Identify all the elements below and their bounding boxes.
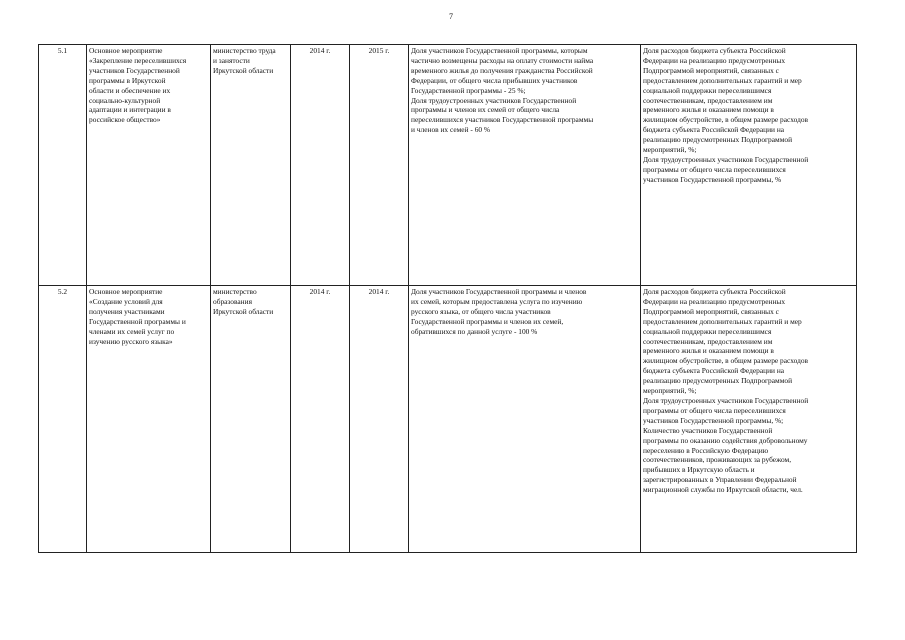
cell-text: временного жилья до получения гражданства Российской [411,65,593,75]
cell-text: Государственной программы и членов их семей, [411,316,564,326]
cell-text: прибывших в Иркутскую область и [643,465,755,475]
cell-text: переселившихся участников Государственной программы [411,115,594,125]
expected-result-cell [409,286,641,553]
cell-text: обратившихся по данной услуге - 100 % [411,326,538,336]
cell-text: Доля участников Государственной программы, которым [411,46,588,55]
cell-text: русского языка, от общего числа участников [411,306,551,316]
cell-text: предоставлением дополнительных гарантий и мер [643,75,802,85]
cell-text: 2014 г. [368,287,390,296]
cell-text: и членов их семей - 60 % [411,125,491,135]
executor-cell [211,286,291,553]
measures-table [38,44,857,553]
cell-text: Доля трудоустроенных участников Государственной [643,154,809,164]
cell-text: «Создание условий для [89,296,163,306]
cell-text: социально-культурной [89,95,161,105]
cell-text: 2014 г. [309,287,331,296]
cell-text: программы в Иркутской [89,75,166,85]
table-row [39,286,857,553]
event-name-cell [87,286,211,553]
cell-text: временного жилья и оказанием помощи в [643,346,774,356]
cell-text: реализацию предусмотренных Подпрограммой [643,135,793,145]
cell-text: и занятости [213,55,250,65]
cell-text: предоставлением дополнительных гарантий и мер [643,316,802,326]
start-year-cell [291,286,350,553]
cell-text: Федерации, от общего числа прибывших участников [411,75,578,85]
cell-text: Подпрограммой мероприятий, связанных с [643,65,779,75]
cell-text: участников Государственной программы, %; [643,415,784,425]
cell-text: их семей, которым предоставлена услуга по изучению [411,296,583,306]
cell-text: жилищном обустройстве, в общем размере расходов [643,115,809,125]
cell-text: «Закрепление переселившихся [89,55,187,65]
cell-text: получения участниками [89,306,165,316]
cell-text: программы по оказанию содействия добровольному [643,435,808,445]
cell-text: членами их семей услуг по [89,326,175,336]
cell-text: реализацию предусмотренных Подпрограммой [643,376,793,386]
cell-text: временного жилья и оказанием помощи в [643,105,774,115]
cell-text: Иркутской области [213,306,274,316]
cell-text: Федерации на реализацию предусмотренных [643,55,786,65]
cell-text: Государственной программы и [89,316,186,326]
indicators-cell [641,286,857,553]
cell-text: миграционной службы по Иркутской области, чел. [643,485,803,495]
cell-text: адаптации и интеграции в [89,105,171,115]
cell-text: Основное мероприятие [89,287,163,296]
cell-text: российское общество» [89,115,161,125]
page-number: 7 [449,12,453,21]
cell-text: переселению в Российскую Федерацию [643,445,769,455]
cell-text: мероприятий, %; [643,145,697,155]
cell-text: частично возмещены расходы на оплату стоимости найма [411,55,594,65]
cell-text: социальной поддержки переселившимся [643,326,772,336]
cell-text: Подпрограммой мероприятий, связанных с [643,306,779,316]
cell-text: образования [213,296,252,306]
cell-text: программы и членов их семей от общего числа [411,105,560,115]
cell-text: Основное мероприятие [89,46,163,55]
cell-text: зарегистрированных в Управлении Федеральной [643,475,797,485]
cell-text: Доля расходов бюджета субъекта Российской [643,46,786,55]
cell-text: 2014 г. [309,46,331,55]
table-row [39,45,857,286]
cell-text: Доля расходов бюджета субъекта Российской [643,287,786,296]
cell-text: программы от общего числа переселившихся [643,405,786,415]
executor-cell [211,45,291,286]
cell-text: 2015 г. [368,46,390,55]
cell-text: участников Государственной программы, % [643,174,782,184]
cell-text: 5.1 [57,46,68,55]
start-year-cell [291,45,350,286]
cell-text: участников Государственной [89,65,180,75]
cell-text: соотечественников, проживающих за рубежом, [643,455,792,465]
cell-text: мероприятий, %; [643,386,697,396]
cell-text: бюджета субъекта Российской Федерации на [643,125,785,135]
event-name-cell [87,45,211,286]
end-year-cell [350,45,409,286]
cell-text: жилищном обустройстве, в общем размере расходов [643,356,809,366]
cell-text: Количество участников Государственной [643,425,773,435]
cell-text: 5.2 [57,287,68,296]
cell-text: министерство [213,287,257,296]
cell-text: соотечественникам, предоставлением им [643,336,773,346]
cell-text: министерство труда [213,46,276,55]
cell-text: бюджета субъекта Российской Федерации на [643,366,785,376]
cell-text: соотечественникам, предоставлением им [643,95,773,105]
expected-result-cell [409,45,641,286]
cell-text: области и обеспечение их [89,85,171,95]
cell-text: Доля трудоустроенных участников Государственной [411,95,577,105]
row-number-cell [39,45,87,286]
cell-text: социальной поддержки переселившимся [643,85,772,95]
cell-text: Федерации на реализацию предусмотренных [643,296,786,306]
cell-text: Доля участников Государственной программы и членов [411,287,587,296]
end-year-cell [350,286,409,553]
cell-text: программы от общего числа переселившихся [643,164,786,174]
indicators-cell [641,45,857,286]
cell-text: Иркутской области [213,65,274,75]
cell-text: Государственной программы - 25 %; [411,85,526,95]
row-number-cell [39,286,87,553]
cell-text: изучению русского языка» [89,336,173,346]
cell-text: Доля трудоустроенных участников Государственной [643,395,809,405]
